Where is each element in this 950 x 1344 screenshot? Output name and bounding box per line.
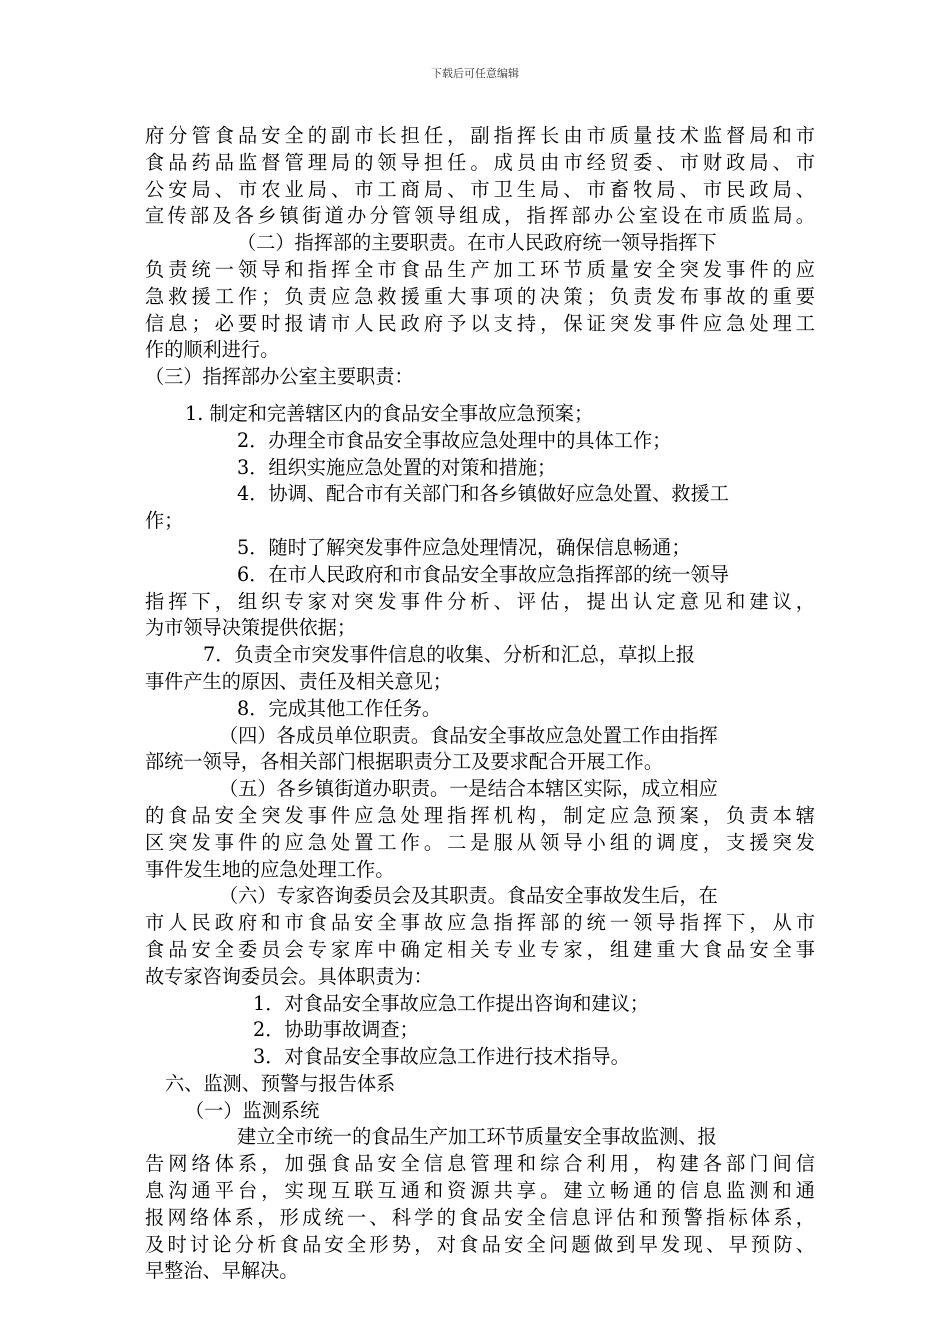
text-line: （四）各成员单位职责。食品安全事故应急处置工作由指挥 xyxy=(219,723,718,747)
text-line: 宣传部及各乡镇街道办分管领导组成，指挥部办公室设在市质监局。 xyxy=(145,204,815,228)
list-item: 4．协调、配合市有关部门和各乡镇做好应急处置、救援工 xyxy=(237,482,729,506)
list-item: 6．在市人民政府和市食品安全事故应急指挥部的统一领导 xyxy=(237,562,729,586)
text-line: 及时讨论分析食品安全形势，对食品安全问题做到早发现、早预防、 xyxy=(145,1232,815,1256)
list-item: 3．对食品安全事故应急工作进行技术指导。 xyxy=(253,1045,630,1069)
page-header: 下载后可任意编辑 xyxy=(431,67,519,80)
section-heading: 六、监测、预警与报告体系 xyxy=(165,1071,396,1095)
list-item: 7．负责全市突发事件信息的收集、分析和汇总，草拟上报 xyxy=(203,643,695,667)
text-line: 市人民政府和市食品安全事故应急指挥部的统一领导指挥下，从市 xyxy=(145,911,815,935)
text-line: 食品药品监督管理局的领导担任。成员由市经贸委、市财政局、市 xyxy=(145,150,815,174)
list-item: 1. 制定和完善辖区内的食品安全事故应急预案； xyxy=(185,401,594,425)
list-item: 8．完成其他工作任务。 xyxy=(237,696,442,720)
text-line: 事件产生的原因、责任及相关意见； xyxy=(145,669,452,693)
text-line: 指挥下，组织专家对突发事件分析、评估，提出认定意见和建议， xyxy=(145,589,815,613)
text-line: 负责统一领导和指挥全市食品生产加工环节质量安全突发事件的应 xyxy=(145,257,815,281)
text-line: 公安局、市农业局、市工商局、市卫生局、市畜牧局、市民政局、 xyxy=(145,177,815,201)
list-item: 1．对食品安全事故应急工作提出咨询和建议； xyxy=(253,991,649,1015)
text-line: 息沟通平台，实现互联互通和资源共享。建立畅通的信息监测和通 xyxy=(145,1179,815,1203)
list-item: 5．随时了解突发事件应急处理情况，确保信息畅通； xyxy=(237,535,691,559)
text-line: 急救援工作；负责应急救援重大事项的决策；负责发布事故的重要 xyxy=(145,284,815,308)
text-line: （五）各乡镇街道办职责。一是结合本辖区实际，成立相应 xyxy=(219,777,718,801)
text-line: 食品安全委员会专家库中确定相关专业专家，组建重大食品安全事 xyxy=(145,937,815,961)
list-item: 2．协助事故调查； xyxy=(253,1018,419,1042)
list-item: 2．办理全市食品安全事故应急处理中的具体工作； xyxy=(237,428,672,452)
text-line: （六）专家咨询委员会及其职责。食品安全事故发生后，在 xyxy=(219,884,718,908)
text-line: 的食品安全突发事件应急处理指挥机构，制定应急预案，负责本辖 xyxy=(145,803,815,827)
text-line: 信息；必要时报请市人民政府予以支持，保证突发事件应急处理工 xyxy=(145,311,815,335)
text-line: 为市领导决策提供依据； xyxy=(145,616,357,640)
list-item: 3．组织实施应急处置的对策和措施； xyxy=(237,455,557,479)
text-line: （二）指挥部的主要职责。在市人民政府统一领导指挥下 xyxy=(237,231,717,255)
text-line: 事件发生地的应急处理工作。 xyxy=(145,857,395,881)
section-heading: （三）指挥部办公室主要职责： xyxy=(145,365,414,389)
text-line: 府分管食品安全的副市长担任，副指挥长由市质量技术监督局和市 xyxy=(145,124,815,147)
text-line: 部统一领导，各相关部门根据职责分工及要求配合开展工作。 xyxy=(145,750,664,774)
text-line: 区突发事件的应急处置工作。二是服从领导小组的调度，支援突发 xyxy=(145,830,815,854)
text-line: 故专家咨询委员会。具体职责为： xyxy=(145,964,433,988)
text-line: 早整治、早解决。 xyxy=(145,1259,299,1283)
document-body xyxy=(145,123,815,1285)
text-line: 告网络体系，加强食品安全信息管理和综合利用，构建各部门间信 xyxy=(145,1152,815,1176)
text-line: 报网络体系，形成统一、科学的食品安全信息评估和预警指标体系， xyxy=(145,1205,815,1229)
text-line: 作的顺利进行。 xyxy=(145,338,280,362)
subsection-heading: （一）监测系统 xyxy=(185,1098,320,1122)
text-line: 建立全市统一的食品生产加工环节质量安全事故监测、报 xyxy=(237,1125,717,1149)
text-line: 作； xyxy=(145,509,184,533)
